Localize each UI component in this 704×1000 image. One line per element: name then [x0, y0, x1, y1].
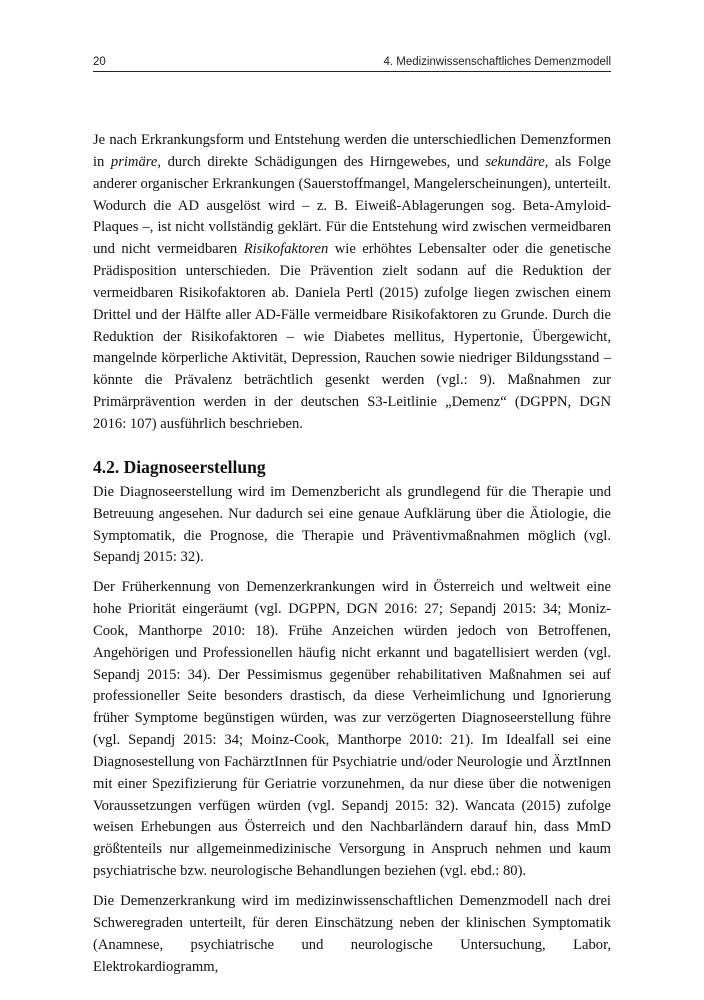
- paragraph-risk-factors: [93, 130, 611, 436]
- body-text: [93, 130, 611, 986]
- text-run: wie erhöhtes Lebensalter oder die genetische Prädisposition unterschieden. Die Prävention zielt sodann auf die Reduktion der vermeidbaren Risikofaktoren ab. Daniela Pertl (2015) zufolge liegen zwischen einem Drittel und der Hälfte aller AD-Fälle vermeidbare Risikofaktoren zu Grunde. Durch die Reduktion der Risikofaktoren – wie Diabetes mellitus, Hypertonie, Übergewicht, mangelnde körperliche Aktivität, Depression, Rauchen sowie niedriger Bildungsstand – könnte die Prävalenz beträchtlich gesenkt werden (vgl.: 9). Maßnahmen zur Primärprävention werden in der deutschen S3-Leitlinie „Demenz“ (DGPPN, DGN 2016: 107) ausführlich beschrieben.: [93, 241, 611, 432]
- text-run: Je nach Erkrankungsform und Entstehung werden die unterschiedlichen Demenzformen in: [93, 132, 611, 170]
- section-heading: 4.2. Diagnoseerstellung: [93, 456, 266, 477]
- text-run: , durch direkte Schädigungen des Hirngewebes, und: [157, 153, 486, 170]
- emphasis-primaere: primäre: [110, 153, 158, 170]
- emphasis-sekundaere: sekundäre,: [485, 153, 549, 170]
- chapter-title: 4. Medizinwissenschaftliches Demenzmodell: [383, 56, 611, 68]
- paragraph-early-detection: Der Früherkennung von Demenzerkrankungen wird in Österreich und weltweit eine hohe Priorität eingeräumt (vgl. DGPPN, DGN 2016: 27; Sepandj 2015: 34; Moniz-Cook, Manthorpe 2010: 18). Frühe Anzeichen würden jedoch von Betroffenen, Angehörigen und Professionellen häufig nicht erkannt und bagatellisiert werden (vgl. Sepandj 2015: 34). Der Pessimismus gegenüber rehabilitativen Maßnahmen sei auf professioneller Seite besonders drastisch, da diese Verheimlichung und Ignorierung früher Symptome begünstigen würden, was zur verzögerten Diagnoseerstellung führe (vgl. Sepandj 2015: 34; Moinz-Cook, Manthorpe 2010: 21). Im Idealfall sei eine Diagnosestellung von FachärztInnen für Psychiatrie und/oder Neurologie und ÄrztInnen mit einer Spezifizierung für Geriatrie vorzunehmen, da nur diese über die notwenigen Voraussetzungen verfügen würden (vgl. Sepandj 2015: 32). Wancata (2015) zufolge weisen Erhebungen aus Österreich und den Nachbarländern darauf hin, dass MmD größtenteils nur allgemeinmedizinische Versorgung in Anspruch nehmen und kaum psychiatrische bzw. neurologische Behandlungen beziehen (vgl. ebd.: 80).: [93, 579, 611, 880]
- paragraph-severity: Die Demenzerkrankung wird im medizinwissenschaftlichen Demenzmodell nach drei Schweregraden unterteilt, für deren Einschätzung neben der klinischen Symptomatik (Anamnese, psychiatrische und neurologische Untersuchung, Labor, Elektrokardiogramm,: [93, 893, 611, 975]
- paragraph-diagnosis-intro: Die Diagnoseerstellung wird im Demenzbericht als grundlegend für die Therapie und Betreuung angesehen. Nur dadurch sei eine genaue Aufklärung über die Ätiologie, die Symptomatik, die Prognose, die Therapie und Präventivmaßnahmen möglich (vgl. Sepandj 2015: 32).: [93, 483, 611, 566]
- text-run: als Folge anderer organischer Erkrankungen (Sauerstoffmangel, Mangelerscheinungen), unterteilt. Wodurch die AD ausgelöst wird – z. B. Eiweiß-Ablagerungen sog. Beta-Amyloid-Plaques –, ist nicht vollständig geklärt. Für die Entstehung wird zwischen vermeidbaren und nicht vermeidbaren: [93, 153, 611, 258]
- page-number: 20: [93, 56, 106, 68]
- emphasis-risikofaktoren: Risikofaktoren: [243, 241, 329, 258]
- running-header: [93, 56, 611, 72]
